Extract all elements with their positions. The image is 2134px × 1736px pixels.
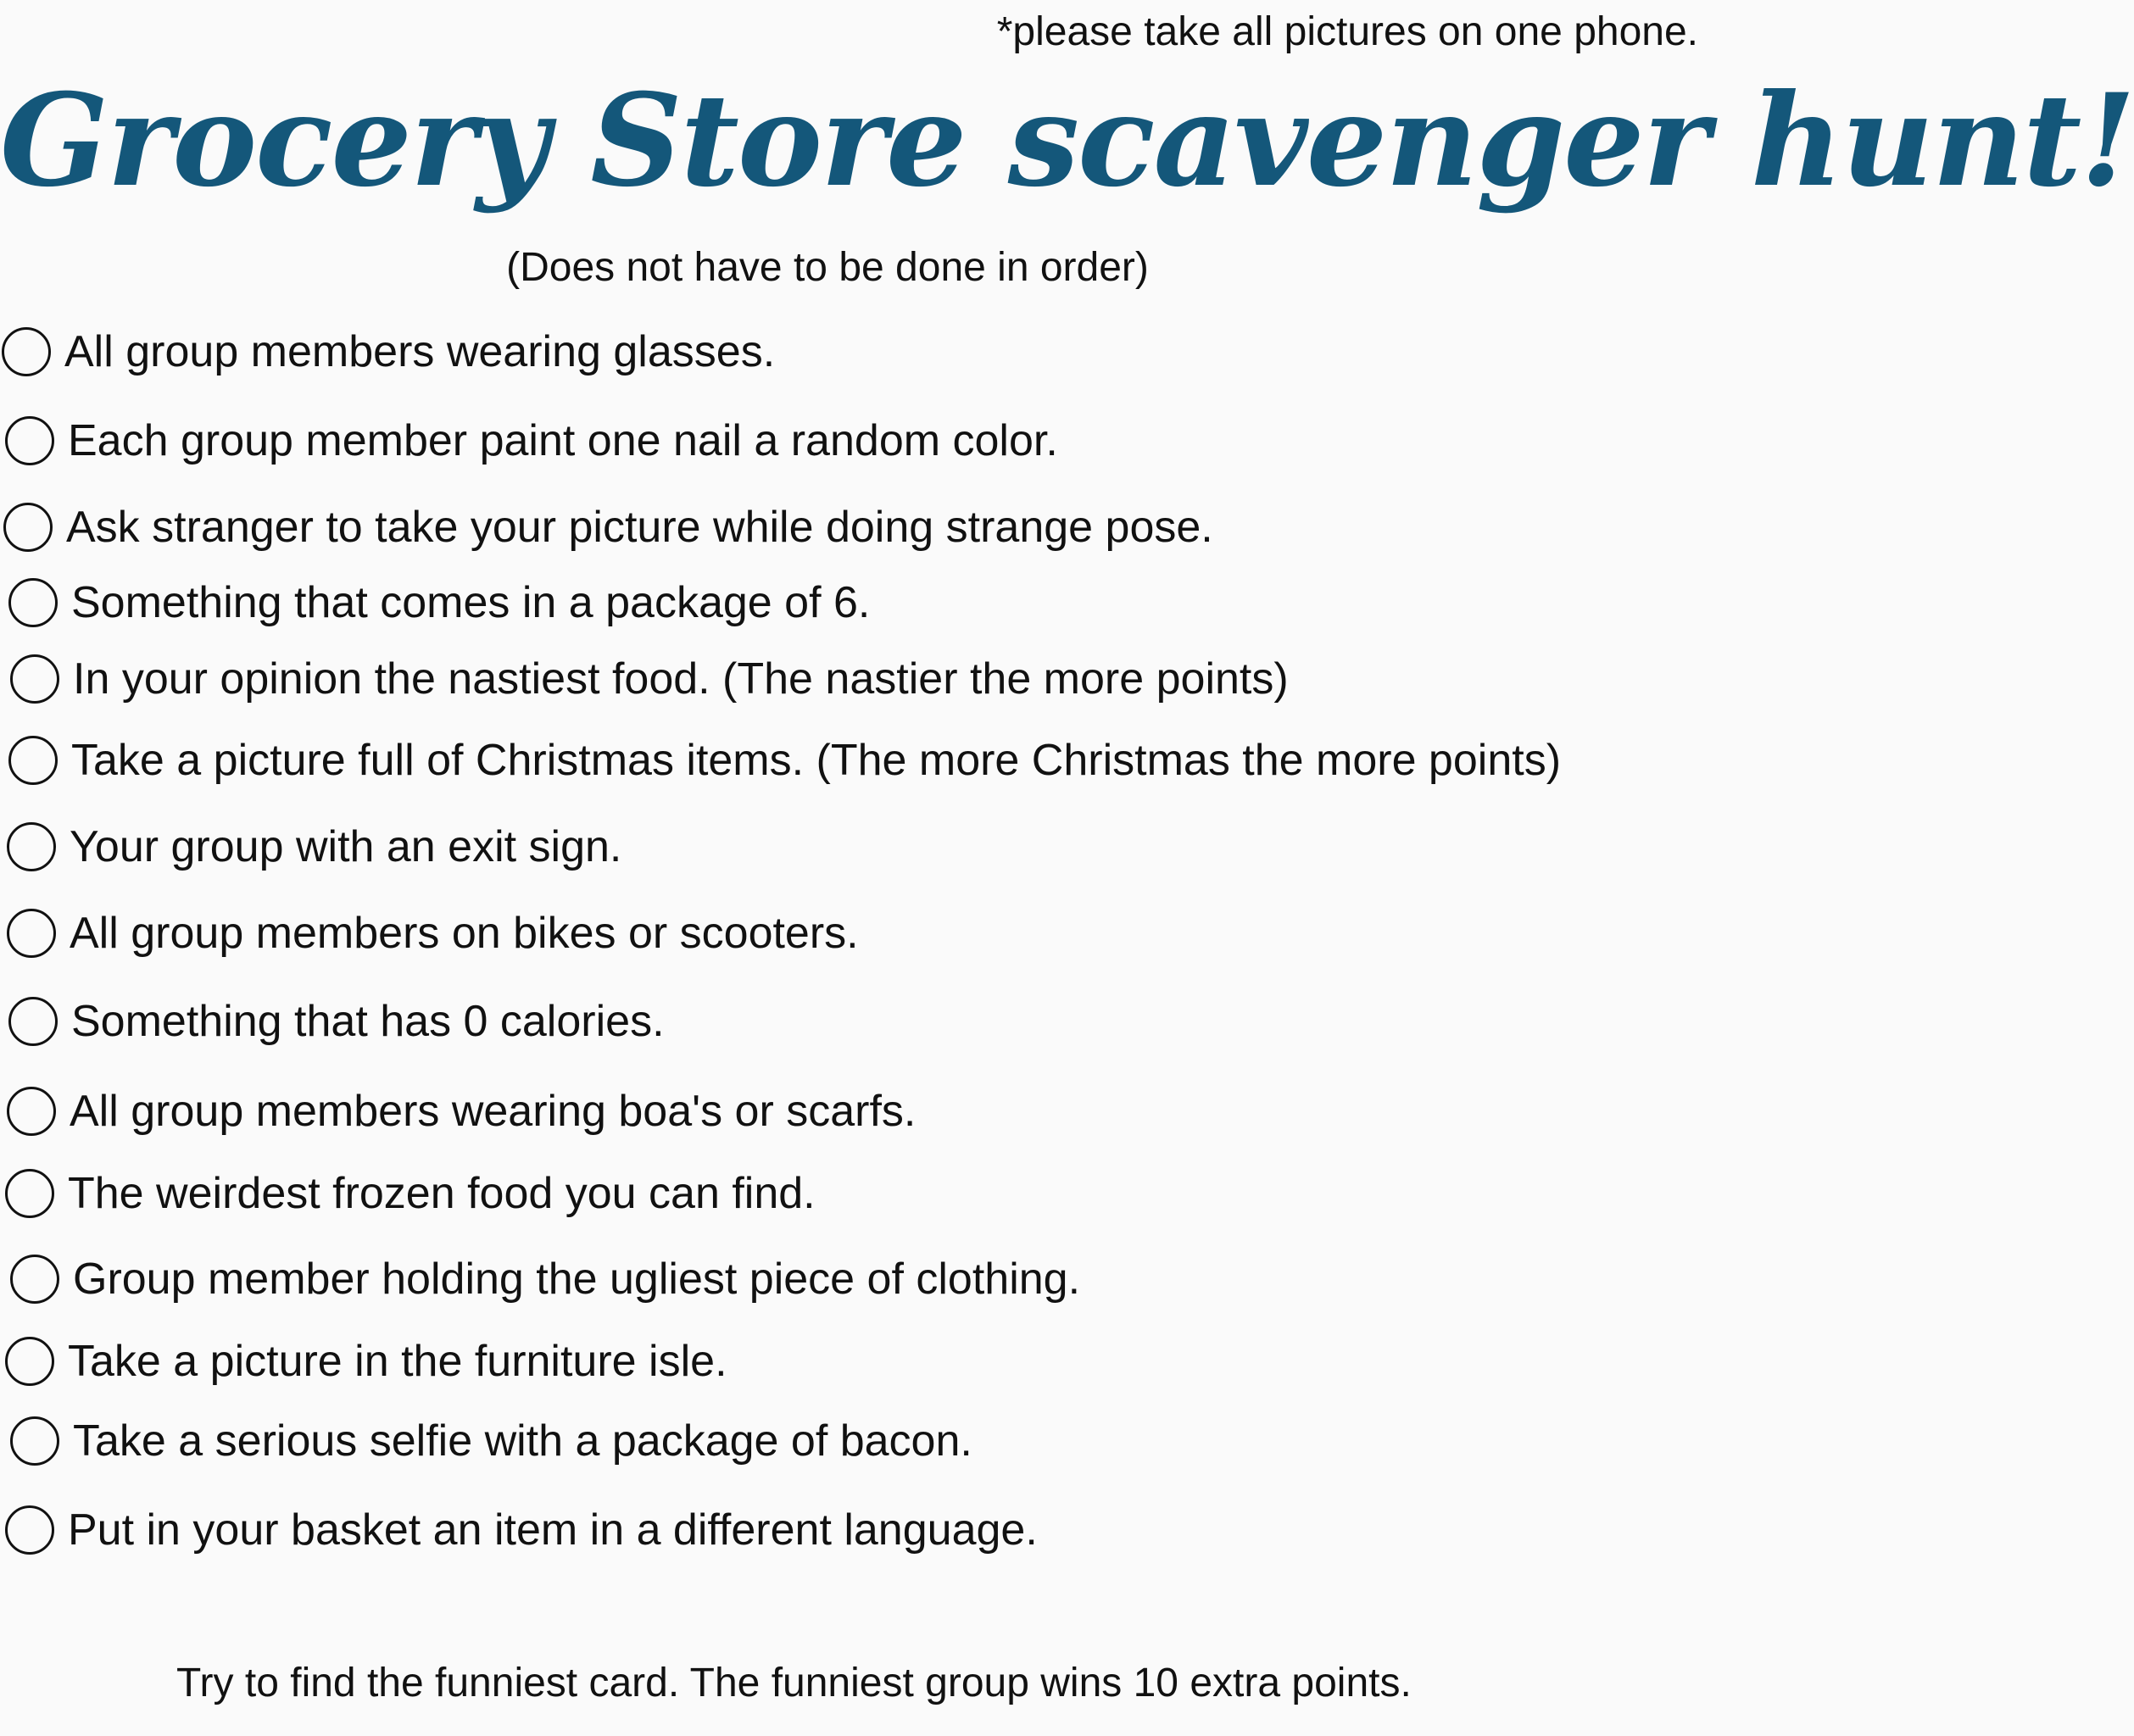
checkbox-circle-icon[interactable] (7, 909, 56, 958)
page-title: Grocery Store scavenger hunt! (0, 66, 2134, 215)
task-item[interactable] (10, 649, 1289, 709)
task-label: Something that comes in a package of 6. (71, 578, 871, 627)
checkbox-circle-icon[interactable] (8, 997, 58, 1046)
task-item[interactable] (8, 731, 1561, 790)
task-label: Take a picture in the furniture isle. (68, 1337, 727, 1386)
task-item[interactable] (8, 992, 665, 1051)
task-label: The weirdest frozen food you can find. (68, 1169, 816, 1218)
checkbox-circle-icon[interactable] (7, 822, 56, 871)
task-item[interactable] (5, 1332, 727, 1391)
task-label: Take a picture full of Christmas items. (The more Christmas the more points) (71, 736, 1562, 785)
checkbox-circle-icon[interactable] (8, 578, 58, 627)
task-label: Put in your basket an item in a different language. (68, 1505, 1038, 1555)
checkbox-circle-icon[interactable] (8, 736, 58, 785)
checkbox-circle-icon[interactable] (5, 416, 54, 465)
task-label: All group members wearing glasses. (64, 327, 776, 376)
checkbox-circle-icon[interactable] (5, 1337, 54, 1386)
task-item[interactable] (2, 322, 775, 381)
task-item[interactable] (3, 498, 1213, 557)
checkbox-circle-icon[interactable] (10, 1255, 59, 1304)
task-label: Something that has 0 calories. (71, 997, 665, 1046)
checkbox-circle-icon[interactable] (2, 327, 51, 376)
task-label: Take a serious selfie with a package of bacon. (73, 1416, 972, 1466)
phone-note: *please take all pictures on one phone. (996, 9, 1698, 54)
task-label: In your opinion the nastiest food. (The nastier the more points) (73, 654, 1289, 704)
task-label: Ask stranger to take your picture while doing strange pose. (66, 503, 1213, 552)
checkbox-circle-icon[interactable] (3, 503, 53, 552)
checkbox-circle-icon[interactable] (7, 1087, 56, 1136)
footer-note: Try to find the funniest card. The funniest group wins 10 extra points. (176, 1661, 1412, 1705)
task-label: All group members wearing boa's or scarfs. (70, 1087, 917, 1136)
task-item[interactable] (10, 1411, 972, 1471)
task-item[interactable] (8, 573, 870, 632)
task-item[interactable] (7, 904, 859, 963)
task-item[interactable] (5, 1500, 1038, 1560)
task-item[interactable] (7, 1082, 916, 1141)
task-label: Each group member paint one nail a random color. (68, 416, 1058, 465)
task-item[interactable] (5, 1164, 816, 1223)
task-item[interactable] (10, 1249, 1080, 1309)
checkbox-circle-icon[interactable] (5, 1505, 54, 1555)
task-item[interactable] (7, 817, 621, 876)
task-label: All group members on bikes or scooters. (70, 909, 859, 958)
page-subtitle: (Does not have to be done in order) (506, 245, 1149, 290)
checkbox-circle-icon[interactable] (10, 654, 59, 704)
checkbox-circle-icon[interactable] (5, 1169, 54, 1218)
task-label: Your group with an exit sign. (70, 822, 622, 871)
task-item[interactable] (5, 411, 1058, 470)
checkbox-circle-icon[interactable] (10, 1416, 59, 1466)
task-label: Group member holding the ugliest piece of clothing. (73, 1255, 1081, 1304)
